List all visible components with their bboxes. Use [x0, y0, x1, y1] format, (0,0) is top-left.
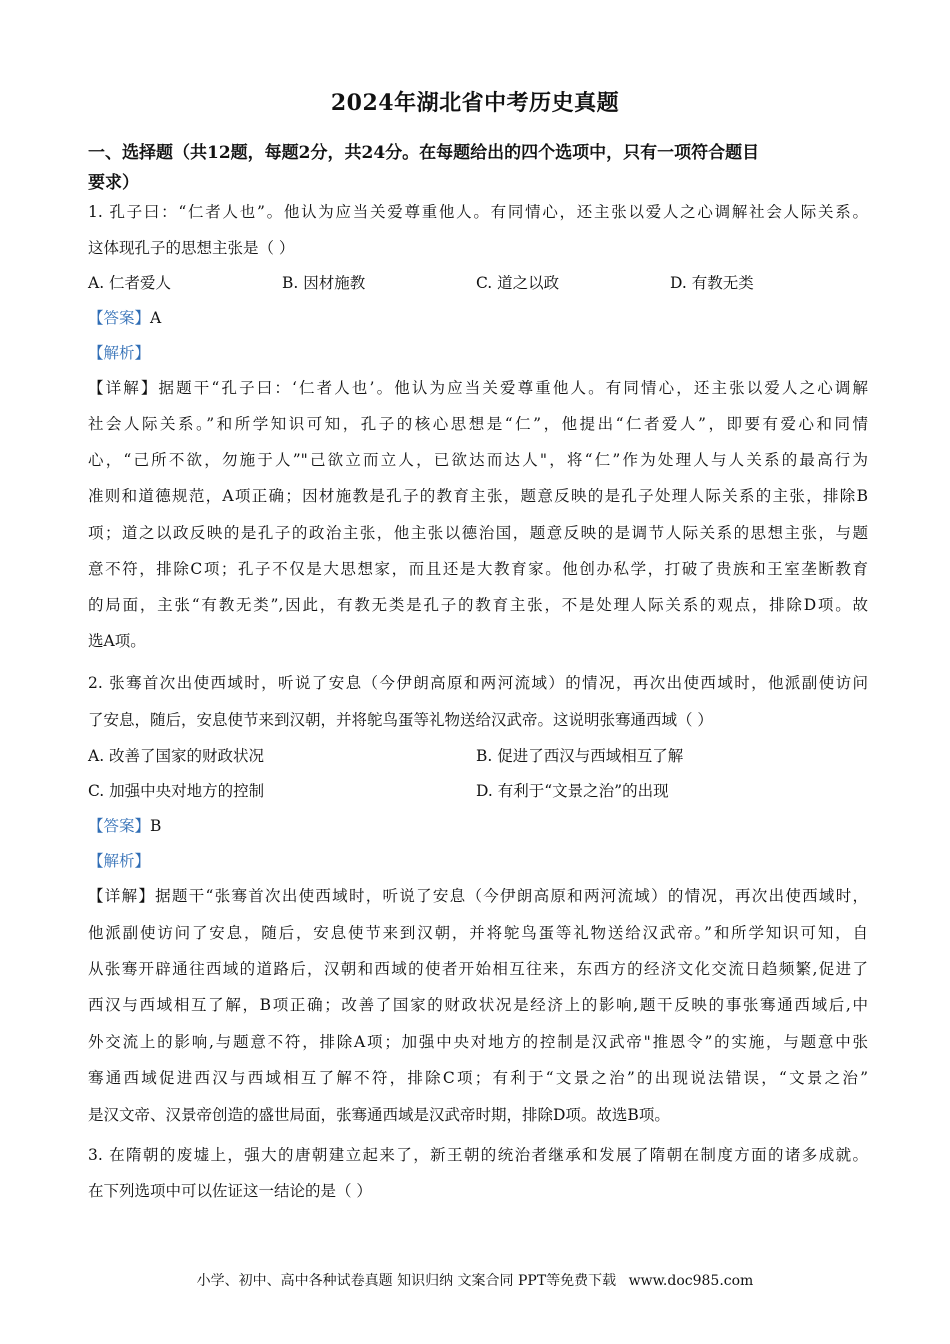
section-heading-line-2: 要求） — [88, 173, 139, 193]
q1-stem-line-1: 1. 孔子曰：“仁者人也”。他认为应当关爱尊重他人。有同情心，还主张以爱人之心调解社会人际关系。 — [88, 203, 868, 221]
q1-detail-line-1 — [88, 376, 868, 400]
detail-text: 据题干“孔子曰：‘仁者人也’。他认为应当关爱尊重他人。有同情心，还主张以爱人之心调解 — [158, 379, 868, 397]
footer-text: 小学、初中、高中各种试卷真题 知识归纳 文案合同 PPT等免费下载 — [196, 1273, 617, 1289]
q3-stem-line-2: 在下列选项中可以佐证这一结论的是（ ） — [88, 1182, 372, 1200]
q1-detail-line-5: 项；道之以政反映的是孔子的政治主张，他主张以德治国，题意反映的是调节人际关系的思想主张，与题 — [88, 524, 868, 542]
section-heading — [88, 138, 868, 198]
q2-detail-line-5: 外交流上的影响,与题意不符，排除A项；加强中央对地方的控制是汉武帝"推恩令”的实施，与题意中张 — [88, 1033, 868, 1051]
q2-detail-line-4: 西汉与西域相互了解，B项正确；改善了国家的财政状况是经济上的影响,题干反映的事张骞通西域后,中 — [88, 996, 868, 1014]
q1-detail-line-4: 准则和道德规范，A项正确；因材施教是孔子的教育主张，题意反映的是孔子处理人际关系的主张，排除B — [88, 487, 868, 505]
q1-option-d: D. 有教无类 — [670, 274, 754, 292]
q2-option-c: C. 加强中央对地方的控制 — [88, 782, 265, 800]
q1-detail-line-8: 选A项。 — [88, 632, 146, 650]
q2-detail-line-3: 从张骞开辟通往西域的道路后，汉朝和西域的使者开始相互往来，东西方的经济文化交流日趋频繁,促进了 — [88, 960, 868, 978]
q2-stem-line-2: 了安息，随后，安息使节来到汉朝，并将鸵鸟蛋等礼物送给汉武帝。这说明张骞通西域（ ） — [88, 711, 713, 729]
answer-tag: 【答案】 — [88, 817, 151, 835]
q2-detail-line-6: 骞通西域促进西汉与西域相互了解不符，排除C项；有利于“文景之治”的出现说法错误，“文景之治” — [88, 1069, 868, 1087]
detail-tag: 【详解】 — [88, 379, 159, 397]
detail-tag: 【详解】 — [88, 887, 156, 905]
q1-detail-line-6: 意不符，排除C项；孔子不仅是大思想家，而且还是大教育家。他创办私学，打破了贵族和王室垄断教育 — [88, 560, 868, 578]
q2-option-d: D. 有利于“文景之治”的出现 — [476, 782, 669, 800]
section-heading-line-1: 一、选择题（共12题，每题2分，共24分。在每题给出的四个选项中，只有一项符合题目 — [88, 143, 760, 163]
q2-stem-line-1: 2. 张骞首次出使西域时，听说了安息（今伊朗高原和两河流域）的情况，再次出使西域时，他派副使访问 — [88, 674, 868, 692]
q2-answer — [88, 814, 868, 838]
q1-detail-line-2: 社会人际关系。”和所学知识可知，孔子的核心思想是“仁”，他提出“仁者爱人”，即要有爱心和同情 — [88, 415, 868, 433]
q1-option-c: C. 道之以政 — [476, 274, 560, 292]
q1-detail-line-3: 心，“己所不欲，勿施于人”"己欲立而立人，已欲达而达人"，将“仁”作为处理人与人关系的最高行为 — [88, 451, 868, 469]
page-footer — [0, 1270, 950, 1290]
q2-detail-line-2: 他派副使访问了安息，随后，安息使节来到汉朝，并将鸵鸟蛋等礼物送给汉武帝。”和所学知识可知，自 — [88, 924, 868, 942]
q2-option-b: B. 促进了西汉与西域相互了解 — [476, 747, 684, 765]
q2-detail-line-7: 是汉文帝、汉景帝创造的盛世局面，张骞通西域是汉武帝时期，排除D项。故选B项。 — [88, 1106, 670, 1124]
detail-text: 据题干“张骞首次出使西域时，听说了安息（今伊朗高原和两河流域）的情况，再次出使西域时， — [155, 887, 868, 905]
q1-stem-line-2: 这体现孔子的思想主张是（ ） — [88, 239, 295, 257]
answer-tag: 【答案】 — [88, 309, 151, 327]
q1-detail-line-7: 的局面，主张“有教无类”,因此，有教无类是孔子的教育主张，不是处理人际关系的观点，排除D项。故 — [88, 596, 868, 614]
q2-detail-line-1 — [88, 884, 868, 908]
q3-stem-line-1: 3. 在隋朝的废墟上，强大的唐朝建立起来了，新王朝的统治者继承和发展了隋朝在制度方面的诸多成就。 — [88, 1146, 868, 1164]
q1-option-b: B. 因材施教 — [282, 274, 366, 292]
answer-value: B — [150, 817, 162, 835]
q2-analysis-tag — [88, 849, 868, 873]
footer-site-link[interactable]: www.doc985.com — [628, 1273, 754, 1289]
q2-option-a: A. 改善了国家的财政状况 — [88, 747, 265, 765]
page-title: 2024年湖北省中考历史真题 — [330, 90, 620, 116]
analysis-tag: 【解析】 — [88, 344, 151, 362]
q1-answer — [88, 306, 868, 330]
analysis-tag: 【解析】 — [88, 852, 151, 870]
q1-analysis-tag — [88, 341, 868, 365]
q1-option-a: A. 仁者爱人 — [88, 274, 172, 292]
answer-value: A — [150, 309, 162, 327]
